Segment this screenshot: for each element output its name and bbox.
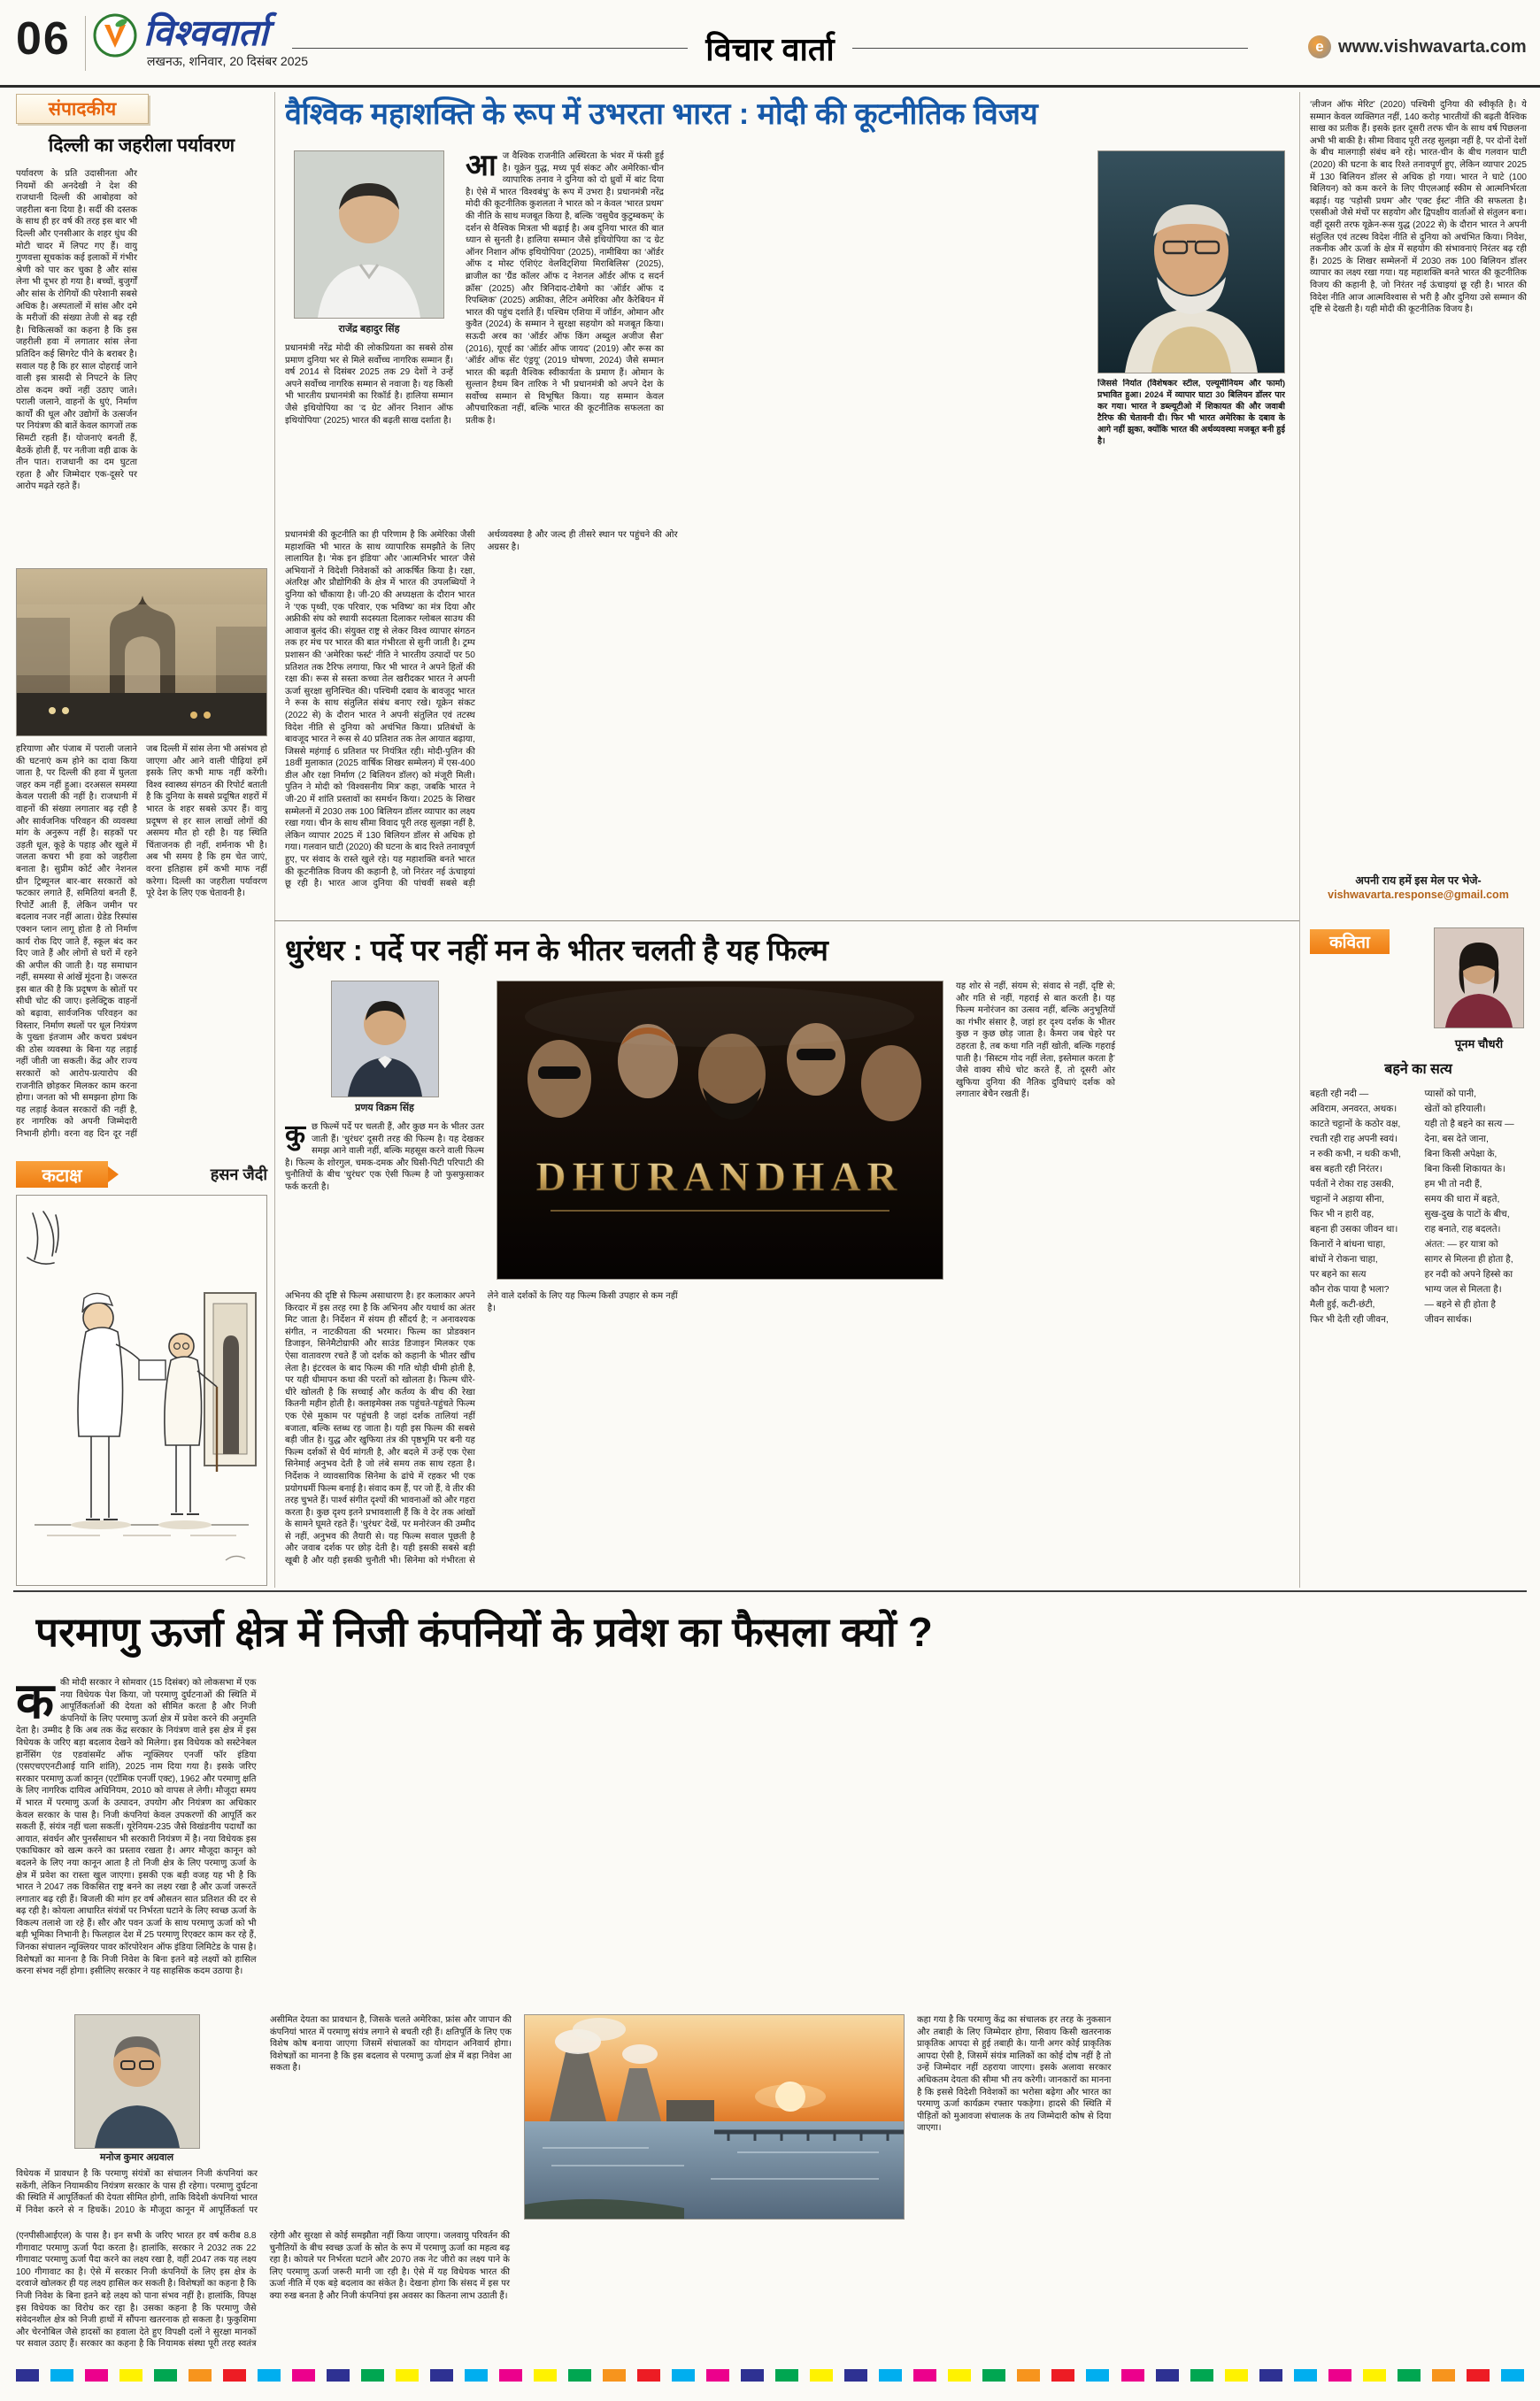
energy-row-2	[16, 2014, 1524, 2220]
print-color-square	[706, 2369, 729, 2382]
lead-author-column	[285, 150, 453, 518]
masthead-logo	[92, 12, 138, 58]
energy-dropcap: क	[16, 1677, 55, 1728]
film-author-photo	[331, 981, 439, 1097]
print-color-square	[1363, 2369, 1386, 2382]
poem-line: कौन रोक पाया है भला?	[1310, 1284, 1390, 1295]
energy-author-caption: मनोज कुमार अग्रवाल	[99, 2152, 174, 2163]
poem-label-tab	[1310, 929, 1390, 954]
print-color-square	[810, 2369, 833, 2382]
poem-line: प्यासों को पानी,	[1424, 1089, 1477, 1099]
poem-line: हर नदी को अपने हिस्से का	[1424, 1269, 1513, 1280]
poem-line: बिना किसी शिकायत के।	[1424, 1164, 1505, 1174]
header-divider	[85, 16, 86, 71]
energy-body-1	[16, 1677, 1524, 2006]
film-author-column	[285, 981, 484, 1280]
cartoon-author: हसन जैदी	[210, 1166, 267, 1183]
poet-portrait	[1435, 928, 1523, 1027]
editorial-label-box	[16, 94, 149, 124]
print-color-square	[982, 2369, 1005, 2382]
film-still	[497, 981, 943, 1280]
print-color-square	[154, 2369, 177, 2382]
print-color-square	[844, 2369, 867, 2382]
print-color-square	[1051, 2369, 1074, 2382]
print-color-square	[637, 2369, 660, 2382]
energy-author-photo	[74, 2014, 200, 2149]
lead-film-divider	[274, 920, 1299, 921]
delhi-smog-image	[17, 569, 267, 736]
print-color-square	[948, 2369, 971, 2382]
print-color-square	[85, 2369, 108, 2382]
lead-body-mid: प्रधानमंत्री की कूटनीति का ही परिणाम है कि अमेरिका जैसी महाशक्ति भी भारत के साथ व्यापारिक समझौते के लिए लालायित है। ‘मेक इन इंडिया’ और ‘आत्मनिर्भर भारत’ जैसे अभियानों ने विदेशी निवेशकों को आकर्षित किया है। रक्षा, अंतरिक्ष और प्रौद्योगिकी के क्षेत्र में भारत की उपलब्धियों ने दुनिया को चौंकाया है। जी-20 की अध्यक्षता के दौरान भारत ने ‘एक पृथ्वी, एक परिवार, एक भविष्य’ का मंत्र दिया और अफ्रीकी संघ को स्थायी सदस्यता दिलाकर ग्लोबल साउथ की आवाज बुलंद की। संयुक्त राष्ट्र से लेकर विश्व व्यापार संगठन तक हर मंच पर भारत की बात गंभीरता से सुनी जाती है। ट्रम्प प्रशासन की ‘अमेरिका फर्स्ट’ नीति ने भारतीय उत्पादों पर 50 प्रतिशत तक टैरिफ लगाया, फिर भी भारत ने अपने हितों की रक्षा की। रूस से सस्ता कच्चा तेल खरीदकर भारत ने अपनी ऊर्जा सुरक्षा सुनिश्चित की। पश्चिमी दबाव के बावजूद भारत ने रूस के साथ संतुलित संबंध बनाए रखे। यूक्रेन संकट (2022 से) के दौरान भारत ने अपनी संतुलित एवं तटस्थ विदेश नीति से दुनिया को अचंभित किया। प्रतिबंधों के बावजूद भारत ने रूस से 40 प्रतिशत तक तेल आयात बढ़ाया, जिससे महंगाई 6 प्रतिशत पर नियंत्रित रही। मोदी-पुतिन की 18वीं मुलाकात (2025 वार्षिक शिखर सम्मेलन) में एस-400 डील और रक्षा निर्माण (2 बिलियन डॉलर) को मंजूरी मिली। पुतिन ने मोदी को ‘विश्वसनीय मित्र’ कहा, जबकि भारत ने जी-20 में शांति प्रस्तावों का समर्थन किया। 2025 के शिखर सम्मेलनों में 2030 तक 100 बिलियन डॉलर व्यापार का लक्ष्य रखा गया। चीन के साथ सीमा विवाद पूरी तरह सुलझा नहीं है, लेकिन व्यापार 2025 में 130 बिलियन डॉलर से अधिक हो गया। गलवान घाटी (2020) की घटना के बाद रिश्ते तनावपूर्ण हुए, पर संवाद के रास्ते खुले रहे। यह महाशक्ति बनते भारत की कूटनीतिक विजय की कहानी है, जो निरंतर नई ऊंचाइयां छू रही है। भारत आज दुनिया की पांचवीं सबसे बड़ी अर्थव्यवस्था है और जल्द ही तीसरे स्थान पर पहुंचने की ओर अग्रसर है।	[285, 530, 678, 889]
poem-line: मैली हुई, कटी-छंटी,	[1310, 1299, 1375, 1310]
film-dropcap: कु	[285, 1121, 306, 1150]
section-title-wrap	[292, 27, 1248, 70]
lead-dropcap: आ	[466, 150, 497, 182]
masthead-title: विश्ववार्ता	[143, 12, 269, 54]
print-color-square	[1017, 2369, 1040, 2382]
poem-line: बहती रही नदी —	[1310, 1089, 1369, 1099]
print-color-square	[1398, 2369, 1421, 2382]
poem-line: बस बहती रही निरंतर।	[1310, 1164, 1382, 1174]
print-color-square	[1086, 2369, 1109, 2382]
energy-headline: परमाणु ऊर्जा क्षेत्र में निजी कंपनियों के प्रवेश का फैसला क्यों ?	[35, 1609, 933, 1655]
print-color-square	[327, 2369, 350, 2382]
poem-line: राह बनाते, राह बदलते।	[1424, 1224, 1501, 1235]
lead-right-column: ‘लीजन ऑफ मेरिट’ (2020) पश्चिमी दुनिया की स्वीकृति है। ये सम्मान केवल व्यक्तिगत नहीं, 140 करोड़ भारतीयों की बढ़ती वैश्विक साख का प्रतीक हैं। इसके इतर दूसरी तरफ चीन के साथ वर्ष पिछलना अभी भी बाकी है। सीमा विवाद पूरी तरह सुलझा नहीं है, पर दोनों देशों के बीच मालगाड़ी संबंध बने रहे। भारत-चीन के बीच गलवान घाटी (2020) की घटना के बाद रिश्ते तनावपूर्ण हुए, लेकिन व्यापार 2025 में 130 बिलियन डॉलर से अधिक हो गया। भारत ने घाटे (100 बिलियन) को कम करने के लिए पीएलआई स्कीम से आत्मनिर्भरता बढ़ाई। यह ‘पड़ोसी प्रथम’ और ‘एक्ट ईस्ट’ नीति की सफलता है। एससीओ जैसे मंचों पर सहयोग और द्विपक्षीय वार्ताओं से संतुलन बना। वहीं दूसरी तरफ यूक्रेन-रूस युद्ध (2022 से) के दौरान भारत ने अपनी संतुलित एवं तटस्थ विदेश नीति से दुनिया को अचंभित किया। निवेश, तकनीक और ऊर्जा के क्षेत्र में सहयोग की संभावनाएं निरंतर बढ़ रही हैं। 2025 के शिखर सम्मेलनों में 2030 तक 100 बिलियन डॉलर व्यापार का लक्ष्य रखा गया। यह महाशक्ति बनते भारत की कूटनीतिक विजय की कहानी है, जो निरंतर नई ऊंचाइयां छू रही है। भारत की विदेश नीति आज आत्मविश्वास से भरी है और दुनिया उसे सम्मान की दृष्टि से देखती है। यही मोदी की कूटनीतिक विजय है।	[1310, 100, 1527, 315]
print-color-square	[1328, 2369, 1351, 2382]
print-color-square	[775, 2369, 798, 2382]
poem-line: भाग्य जल से मिलता है।	[1424, 1284, 1502, 1295]
energy-author-portrait	[75, 2015, 199, 2148]
column-rule-left	[274, 92, 275, 1588]
cartoon-tab-arrow-icon	[108, 1166, 119, 1182]
poem-lines	[1310, 1087, 1527, 1582]
poem-line: रचती रही राह अपनी स्वयं।	[1310, 1134, 1398, 1144]
print-color-square	[465, 2369, 488, 2382]
poem-line: समय की धारा में बहते,	[1424, 1194, 1500, 1204]
poem-line: पर बहने का सत्य	[1310, 1269, 1367, 1280]
poem-line: खेतों को हरियाली।	[1424, 1104, 1486, 1114]
poem-line: किनारों ने बांधना चाहा,	[1310, 1239, 1386, 1250]
cartoon-header	[16, 1161, 267, 1188]
poem-line: काटते चट्टानों के कठोर वक्ष,	[1310, 1119, 1401, 1129]
poem-line: सुख-दुख के पाटों के बीच,	[1424, 1209, 1510, 1220]
modi-photo	[1097, 150, 1285, 373]
print-color-square	[1432, 2369, 1455, 2382]
cartoon-label-tab	[16, 1161, 108, 1188]
print-color-square	[189, 2369, 212, 2382]
print-color-square	[396, 2369, 419, 2382]
energy-author-figure	[16, 2014, 258, 2165]
print-color-square	[430, 2369, 453, 2382]
print-color-square	[1259, 2369, 1282, 2382]
film-author-caption: प्रणय विक्रम सिंह	[355, 1103, 414, 1113]
cartoon-image	[17, 1196, 266, 1585]
section-title: विचार वार्ता	[705, 31, 835, 67]
print-color-strip	[16, 2368, 1524, 2382]
energy-body-1-text: की मोदी सरकार ने सोमवार (15 दिसंबर) को लोकसभा में एक नया विधेयक पेश किया, जो परमाणु दुर्घटनाओं की स्थिति में आपूर्तिकर्ताओं की देयता को सीमित करता है और निजी कंपनियों के लिए परमाणु ऊर्जा क्षेत्र में प्रवेश करने की अनुमति देता है। उम्मीद है कि अब तक केंद्र सरकार के नियंत्रण वाले इस क्षेत्र में इस विधेयक के जरिए बड़ा बदलाव देखने को मिलेगा। इस विधेयक को सस्टेनेबल हार्नेसिंग एंड एडवांसमेंट ऑफ न्यूक्लियर एनर्जी फॉर इंडिया (एसएचएएनटीआई यानि शांति), 2025 नाम दिया गया है। इसके जरिए सरकार परमाणु ऊर्जा कानून (एटॉमिक एनर्जी एक्ट), 1962 और परमाणु क्षति के लिए नागरिक दायित्व अधिनियम, 2010 को वापस ले लेगी। मौजूदा समय में भारत में परमाणु ऊर्जा के उत्पादन, उपयोग और नियंत्रण का अधिकार केवल सरकार के पास है। निजी कंपनियां केवल उपकरणों की आपूर्ति कर सकती हैं, संयंत्र नहीं चला सकतीं। यूरेनियम-235 जैसे विखंडनीय पदार्थों का आयात, संवर्धन और पुनर्संसाधन भी सरकारी नियंत्रण में है। नया विधेयक इस एकाधिकार को खत्म करने का प्रस्ताव रखता है। अगर मौजूदा कानून को बदलने के लिए नया कानून आता है तो निजी क्षेत्र के लिए परमाणु ऊर्जा के क्षेत्र में प्रवेश का रास्ता खुल जाएगा। इसकी एक बड़ी वजह यह भी है कि भारत ने 2047 तक विकसित राष्ट्र बनने का लक्ष्य रखा है और ऊर्जा जरूरतें लगातार बढ़ रही हैं। बिजली की मांग हर वर्ष औसतन सात प्रतिशत की दर से बढ़ रही है। कोयला आधारित संयंत्रों पर निर्भरता घटाने के लिए स्वच्छ ऊर्जा के विकल्प तलाशे जा रहे हैं। सौर और पवन ऊर्जा के साथ परमाणु ऊर्जा को भी बड़ी भूमिका निभानी है। फिलहाल देश में 25 परमाणु रिएक्टर काम कर रहे हैं, जिनका संचालन न्यूक्लियर पावर कॉरपोरेशन ऑफ इंडिया लिमिटेड के पास है। विशेषज्ञों का मानना है कि निजी निवेश के बिना इतने बड़े लक्ष्यों को हासिल करना संभव नहीं होगा। इसीलिए सरकार ने यह साहसिक कदम उठाया है।	[16, 1678, 257, 1977]
lead-article-row-1	[285, 150, 1285, 518]
film-headline: धुरंधर : पर्दे पर नहीं मन के भीतर चलती है यह फिल्म	[285, 934, 828, 966]
lead-body-top	[466, 150, 1085, 518]
page-number: 06	[16, 13, 71, 65]
print-color-square	[119, 2369, 142, 2382]
print-color-square	[292, 2369, 315, 2382]
energy-body-2-right: कहा गया है कि परमाणु केंद्र का संचालक हर तरह के नुकसान और तबाही के लिए जिम्मेदार होगा, सिवाय किसी खतरनाक प्राकृतिक आपदा से हुई तबाही के। यानी अगर कोई प्राकृतिक आपदा ऐसी है, जिसमें संयंत्र मालिकों का कोई दोष नहीं है तो उन्हें जिम्मेदार नहीं ठहराया जाएगा। इसके अलावा सरकार अधिकतम देयता की सीमा भी तय करेगी। जानकारों का मानना है कि इससे विदेशी निवेशकों का भरोसा बढ़ेगा और भारत का परमाणु ऊर्जा कार्यक्रम रफ्तार पकड़ेगा। हादसे की स्थिति में पीड़ितों को मुआवजा संचालक के तय जिम्मेदारी कोष से दिया जाएगा।	[917, 2015, 1112, 2134]
film-author-portrait	[332, 981, 438, 1097]
poem-line: बांधों ने रोकना चाहा,	[1310, 1254, 1378, 1265]
website-icon: e	[1308, 35, 1331, 58]
film-title-text: DHURANDHAR	[535, 1154, 904, 1200]
film-intro-text: छ फिल्में पर्दे पर चलती हैं, और कुछ मन के भीतर उतर जाती हैं। ‘धुरंधर’ दूसरी तरह की फिल्म है। यह देखकर समझ आने वाली नहीं, बल्कि महसूस करने वाली फिल्म है। फिल्म के शोरगुल, चमक-दमक और घिसी-पिटी परिपाटी की चुनौतियों के बीच ‘धुरंधर’ एक ऐसी फिल्म है जो फुसफुसाकर फर्क करती है।	[285, 1122, 484, 1192]
print-color-square	[1294, 2369, 1317, 2382]
film-still-image	[497, 981, 943, 1279]
energy-body-2-left-text: विधेयक में प्रावधान है कि परमाणु संयंत्रों का संचालन निजी कंपनियां कर सकेंगी, लेकिन नियामकीय नियंत्रण सरकार के पास ही रहेगा। परमाणु दुर्घटना की स्थिति में आपूर्तिकर्ता की देयता सीमित होगी, ताकि विदेशी कंपनियां भारत में निवेश करने से न हिचकें। 2010 के मौजूदा कानून में आपूर्तिकर्ता पर असीमित देयता का प्रावधान है, जिसके चलते अमेरिका, फ्रांस और जापान की कंपनियां भारत में परमाणु संयंत्र लगाने से बचती रही हैं। क्षतिपूर्ति के लिए एक विशेष कोष बनाया जाएगा जिसमें संचालकों का योगदान अनिवार्य होगा। विशेषज्ञों का मानना है कि इस बदलाव से परमाणु ऊर्जा क्षेत्र में बड़ा निवेश आ सकता है।	[16, 2015, 512, 2215]
lead-author-portrait	[295, 151, 443, 318]
lead-author-photo	[294, 150, 444, 319]
nuclear-plant-photo	[524, 2014, 905, 2220]
poem-line: फिर भी न हारी वह,	[1310, 1209, 1374, 1220]
film-body-bottom: अभिनय की दृष्टि से फिल्म असाधारण है। हर कलाकार अपने किरदार में इस तरह रमा है कि अभिनय और यथार्थ का अंतर मिट जाता है। निर्देशन में संयम ही सौंदर्य है; न अनावश्यक संगीत, न नाटकीयता की भरमार। फिल्म का प्रोडक्शन डिजाइन, सिनेमैटोग्राफी और साउंड डिजाइन मिलकर एक ऐसा वातावरण रचते हैं जो दर्शक को कहानी के भीतर खींच लेता है। इंटरवल के बाद फिल्म की गति थोड़ी धीमी होती है, पर यही धीमापन कथा की परतों को खोलता है। फिल्म धीरे-धीरे खोलती है कि सच्चाई और कर्तव्य के बीच की रेखा कितनी महीन होती है। क्लाइमेक्स तक पहुंचते-पहुंचते फिल्म एक ऐसे मुकाम पर पहुंचती है जहां दर्शक तालियां नहीं बजाता, बल्कि स्तब्ध रह जाता है। यही इस फिल्म की सबसे बड़ी जीत है। युद्ध और खुफिया तंत्र की पृष्ठभूमि पर बनी यह फिल्म दर्शकों से धैर्य मांगती है, और बदले में उन्हें एक ऐसा सिनेमाई अनुभव देती है जो लंबे समय तक साथ रहता है। निर्देशक ने व्यावसायिक सिनेमा के ढांचे में रहकर भी एक प्रयोगधर्मी फिल्म बनाई है। संवाद कम हैं, पर जो हैं, वे तीर की तरह चुभते हैं। पार्श्व संगीत दृश्यों की भावनाओं को और गहरा करता है। कुछ दृश्य इतने प्रभावशाली हैं कि वे देर तक आंखों के सामने घूमते रहते हैं। ‘धुरंधर’ देखें, पर मनोरंजन की उम्मीद से नहीं, अनुभव की तैयारी से। यह फिल्म सवाल पूछती है और जवाब दर्शक पर छोड़ देती है। यही इसकी सबसे बड़ी खूबी है और यही इसकी चुनौती भी। सिनेमा को गंभीरता से लेने वाले दर्शकों के लिए यह फिल्म किसी उपहार से कम नहीं है।	[285, 1291, 678, 1566]
print-color-square	[1190, 2369, 1213, 2382]
print-color-square	[1225, 2369, 1248, 2382]
editorial-headline: दिल्ली का जहरीला पर्यावरण	[48, 135, 235, 156]
lead-intro-text: प्रधानमंत्री नरेंद्र मोदी की लोकप्रियता का सबसे ठोस प्रमाण दुनिया भर से मिले सर्वोच्च नागरिक सम्मान हैं। वर्ष 2014 से दिसंबर 2025 तक 29 देशों ने उन्हें अपने सर्वोच्च नागरिक सम्मान से नवाजा है। यह किसी भी भारतीय प्रधानमंत्री का रिकॉर्ड है। हालिया सम्मान जैसे इथियोपिया का ‘द ग्रेट ऑनर निशान ऑफ इथियोपिया’ (2025) भारत की बढ़ती साख दर्शाता है।	[285, 343, 453, 426]
poem-line: देना, बस देते जाना,	[1424, 1134, 1489, 1144]
print-color-square	[913, 2369, 936, 2382]
print-color-square	[603, 2369, 626, 2382]
poem-line: — बहने से ही होता है	[1424, 1299, 1496, 1310]
lead-photo-para: जिससे निर्यात (विशेषकर स्टील, एल्यूमीनियम और फार्मा) प्रभावित हुआ। 2024 में व्यापार घाटा 30 बिलियन डॉलर पार कर गया। भारत ने डब्ल्यूटीओ में शिकायत की और जवाबी टैरिफ की चेतावनी दी। फिर भी भारत अमेरिका के दबाव के आगे नहीं झुका, क्योंकि भारत की अर्थव्यवस्था मजबूत बनी हुई है।	[1097, 379, 1285, 446]
nuclear-plant-image	[525, 2015, 904, 2219]
print-color-square	[1156, 2369, 1179, 2382]
print-color-square	[1501, 2369, 1524, 2382]
poem-line: बिना किसी अपेक्षा के,	[1424, 1149, 1498, 1159]
website-wrap	[1308, 35, 1527, 58]
print-color-square	[879, 2369, 902, 2382]
column-rule-right	[1299, 92, 1300, 1588]
print-color-square	[534, 2369, 557, 2382]
poet-name: पूनम चौधरी	[1454, 1037, 1504, 1050]
poem-line: यही तो है बहने का सत्य —	[1424, 1119, 1514, 1129]
modi-portrait	[1098, 151, 1284, 373]
lead-author-caption: राजेंद्र बहादुर सिंह	[338, 324, 400, 335]
bottom-section-rule	[13, 1590, 1527, 1592]
dateline: लखनऊ, शनिवार, 20 दिसंबर 2025	[147, 54, 309, 68]
print-color-square	[568, 2369, 591, 2382]
poem-line: फिर भी देती रही जीवन,	[1310, 1314, 1389, 1325]
editorial-label: संपादकीय	[48, 99, 117, 119]
print-color-square	[50, 2369, 73, 2382]
feedback-note: अपनी राय हमें इस मेल पर भेजे-	[1355, 874, 1482, 887]
poem-line: हम भी तो नदी हैं,	[1424, 1179, 1482, 1189]
header-rule-left	[292, 48, 688, 50]
poem-line: पर्वतों ने रोका राह उसकी,	[1310, 1179, 1394, 1189]
print-color-square	[741, 2369, 764, 2382]
poem-line: न रुकी कभी, न थकी कभी,	[1310, 1149, 1401, 1159]
poem-title: बहने का सत्य	[1384, 1062, 1452, 1077]
editorial-body-2: हरियाणा और पंजाब में पराली जलाने की घटनाएं कम होने का दावा किया जाता है, पर दिल्ली की हवा में घुलता जहर कम नहीं हुआ। दरअसल समस्या केवल पराली की नहीं है। राजधानी में वाहनों की संख्या लगातार बढ़ रही है और सार्वजनिक परिवहन की व्यवस्था मांग के अनुरूप नहीं है। सड़कों पर उड़ती धूल, कूड़े के पहाड़ और खुले में जलता कचरा भी हवा को जहरीला बनाता है। सुप्रीम कोर्ट और नेशनल ग्रीन ट्रिब्यूनल बार-बार सरकारों को फटकार लगाते हैं, समितियां बनती हैं, रिपोर्टें आती हैं, लेकिन जमीन पर बदलाव नजर नहीं आता। ग्रेडेड रिस्पांस एक्शन प्लान लागू होता है तो निर्माण कार्य रोक दिए जाते हैं, स्कूल बंद कर दिए जाते हैं और लोगों से घरों में रहने की अपील की जाती है। यह समाधान नहीं, समस्या से आंखें मूंदना है। जरूरत इस बात की है कि प्रदूषण के स्रोतों पर सीधी चोट की जाए। इलेक्ट्रिक वाहनों को बढ़ावा, सार्वजनिक परिवहन का विस्तार, निर्माण स्थलों पर धूल नियंत्रण के पुख्ता इंतजाम और कचरा प्रबंधन की ठोस व्यवस्था के बिना यह लड़ाई नहीं जीती जा सकती। केंद्र और राज्य सरकारों को आरोप-प्रत्यारोप की राजनीति छोड़कर मिलकर काम करना होगा। जनता को भी समझना होगा कि यह लड़ाई केवल सरकारों की नहीं है, हर नागरिक को अपनी जिम्मेदारी निभानी होगी। वरना वह दिन दूर नहीं जब दिल्ली में सांस लेना भी असंभव हो जाएगा और आने वाली पीढ़ियां हमें इसके लिए कभी माफ नहीं करेंगी। विश्व स्वास्थ्य संगठन की रिपोर्ट बताती है कि दुनिया के सबसे प्रदूषित शहरों में भारत के शहर सबसे ऊपर हैं। वायु प्रदूषण से हर साल लाखों लोगों की असमय मौत हो रही है। यह स्थिति चिंताजनक ही नहीं, शर्मनाक भी है। अब भी समय है कि हम चेत जाएं, वरना इतिहास हमें कभी माफ नहीं करेगा। दिल्ली का जहरीला पर्यावरण पूरे देश के लिए एक चेतावनी है।	[16, 744, 267, 1139]
poem-line: बहना ही उसका जीवन था।	[1310, 1224, 1398, 1235]
masthead-logo-icon	[92, 12, 138, 58]
cartoon-box	[16, 1195, 267, 1586]
poem-line: अविराम, अनवरत, अथक।	[1310, 1104, 1398, 1114]
film-body-top: यह शोर से नहीं, संयम से; संवाद से नहीं, दृष्टि से; और गति से नहीं, गहराई से बात करती है। यह फिल्म मनोरंजन का उत्सव नहीं, बल्कि अनुभूतियों का गंभीर संसार है, जहां हर दृश्य दर्शक के भीतर कुछ न कुछ छोड़ जाता है। कैमरा जब चेहरे पर ठहरता है, तब कथा गति नहीं खोती, बल्कि गहराई पाती है। ‘सिस्टम गोद नहीं लेता, इस्तेमाल करता है’ जैसे वाक्य सीधे चोट करते हैं, तो दूसरी ओर खुफिया दुनिया की नैतिक दुविधाएं दर्शक को लगातार बेचैन रखती हैं।	[956, 981, 1115, 1100]
print-color-square	[672, 2369, 695, 2382]
print-color-square	[1467, 2369, 1490, 2382]
poem-line: जीवन सार्थक।	[1424, 1314, 1473, 1325]
poem-line: सागर से मिलना ही होता है,	[1424, 1254, 1513, 1265]
feedback-email: vishwavarta.response@gmail.com	[1328, 889, 1509, 901]
lead-modi-column	[1097, 150, 1285, 518]
header-rule-right	[852, 48, 1248, 50]
lead-body-top-wrap	[466, 150, 1085, 518]
website-url: www.vishwavarta.com	[1338, 36, 1527, 57]
poem-label: कविता	[1329, 934, 1370, 952]
header-bottom-rule	[0, 85, 1540, 88]
poet-photo	[1434, 927, 1524, 1028]
film-row	[285, 981, 1285, 1280]
energy-body-2-left	[16, 2014, 512, 2220]
print-color-square	[361, 2369, 384, 2382]
cartoon-label: कटाक्ष	[42, 1166, 82, 1186]
print-color-square	[258, 2369, 281, 2382]
energy-body-3: (एनपीसीआईएल) के पास है। इन सभी के जरिए भारत हर वर्ष करीब 8.8 गीगावाट परमाणु ऊर्जा पैदा करता है। हालांकि, सरकार ने 2032 तक 22 गीगावाट परमाणु ऊर्जा पैदा करने का लक्ष्य रखा है, वहीं 2047 तक यह लक्ष्य 100 गीगावाट का है। ऐसे में सरकार निजी कंपनियों के लिए इस क्षेत्र के दरवाजे खोलकर ही यह लक्ष्य हासिल कर सकती है। विशेषज्ञों का कहना है कि निजी निवेश के बिना इतने बड़े लक्ष्य को पाना संभव नहीं है। हालांकि, विपक्ष इस विधेयक का विरोध कर रहा है। उसका कहना है कि परमाणु जैसे संवेदनशील क्षेत्र को निजी हाथों में सौंपना खतरनाक हो सकता है। फुकुशिमा और चेरनोबिल जैसे हादसों का हवाला देते हुए विपक्षी दलों ने सुरक्षा मानकों पर सवाल उठाए हैं। सरकार का कहना है कि नियामक संस्था पूरी तरह स्वतंत्र रहेगी और सुरक्षा से कोई समझौता नहीं किया जाएगा। जलवायु परिवर्तन की चुनौतियों के बीच स्वच्छ ऊर्जा के स्रोत के रूप में परमाणु ऊर्जा का महत्व बढ़ रहा है। कोयले पर निर्भरता घटाने और 2070 तक नेट जीरो का लक्ष्य पाने के लिए परमाणु ऊर्जा जरूरी मानी जा रही है। ऐसे में यह विधेयक भारत की ऊर्जा नीति में एक बड़े बदलाव का संकेत है। देखना होगा कि संसद में इस पर क्या रुख बनता है और निजी कंपनियां इस अवसर का कितना लाभ उठाती हैं।	[16, 2231, 510, 2350]
poem-line: चट्टानों ने अड़ाया सीना,	[1310, 1194, 1385, 1204]
film-intro	[285, 1121, 484, 1272]
editorial-smog-photo	[16, 568, 267, 736]
lead-body-top-text: ज वैश्विक राजनीति अस्थिरता के भंवर में फंसी हुई है। यूक्रेन युद्ध, मध्य पूर्व संकट और अमेरिका-चीन व्यापारिक तनाव ने दुनिया को दो ध्रुवों में बांट दिया है। ऐसे में भारत ‘विश्वबंधु’ के रूप में उभरा है। प्रधानमंत्री नरेंद्र मोदी की कूटनीतिक कुशलता ने भारत को न केवल ‘भारत प्रथम’ की नीति के साथ मजबूत किया है, बल्कि ‘वसुधैव कुटुम्बकम्’ के दर्शन से वैश्विक मित्रता भी बढ़ाई है। अब दुनिया भारत की बात ध्यान से सुनती है। हालिया सम्मान जैसे इथियोपिया का ‘द ग्रेट ऑनर निशान ऑफ इथियोपिया’ (2025), नामीबिया का ‘ऑर्डर ऑफ द मोस्ट एंशिएंट वेलविट्शिया मिराबिलिस’ (2025), ब्राजील का ‘ग्रैंड कॉलर ऑफ द नेशनल ऑर्डर ऑफ द सदर्न क्रॉस’ (2025) और त्रिनिदाद-टोबैगो का ‘ऑर्डर ऑफ द रिपब्लिक’ (2025) अफ्रीका, लैटिन अमेरिका और कैरेबियन में भारत की पहुंच दर्शाते हैं। पश्चिम एशिया में जॉर्डन, ओमान और कुवैत (2024) के सम्मान ने सुरक्षा सहयोग को मजबूत किया। सऊदी अरब का ‘ऑर्डर ऑफ किंग अब्दुल अजीज सैश’ (2016), यूएई का ‘ऑर्डर ऑफ जायद’ (2019) और रूस का ‘ऑर्डर ऑफ सेंट एंड्रयू’ (2019 घोषणा, 2024) जैसे सम्मान भारत की बढ़ती वैश्विक स्वीकार्यता के प्रमाण हैं। ओमान के सुल्तान हैथम बिन तारिक ने भी प्रधानमंत्री को अपने देश के सर्वोच्च सम्मान से विभूषित किया। यह सम्मान केवल औपचारिकता नहीं, बल्कि भारत की कूटनीतिक सफलता का प्रतीक है।	[466, 151, 664, 427]
print-color-square	[223, 2369, 246, 2382]
print-color-square	[1121, 2369, 1144, 2382]
print-color-square	[499, 2369, 522, 2382]
lead-article-headline: वैश्विक महाशक्ति के रूप में उभरता भारत : मोदी की कूटनीतिक विजय	[285, 97, 1038, 131]
poem-line: अंतत: — हर यात्रा को	[1424, 1239, 1498, 1250]
editorial-body-1: पर्यावरण के प्रति उदासीनता और नियमों की अनदेखी ने देश की राजधानी दिल्ली की आबोहवा को जहरीला बना दिया है। सर्दी की दस्तक के साथ ही हर वर्ष की तरह इस बार भी दिल्ली और एनसीआर के शहर धुंध की मोटी चादर में लिपट गए हैं। वायु गुणवत्ता सूचकांक कई इलाकों में गंभीर श्रेणी को पार कर चुका है और सांस लेना भी दूभर हो गया है। बच्चों, बुजुर्गों और सांस के रोगियों की परेशानी सबसे अधिक है। अस्पतालों में सांस और दमे के मरीजों की संख्या तेजी से बढ़ रही है। चिकित्सकों का कहना है कि इस जहरीली हवा में लगातार सांस लेना प्रतिदिन कई सिगरेट पीने के बराबर है। सवाल यह है कि हर साल दोहराई जाने वाली इस त्रासदी से निपटने के लिए ठोस कदम क्यों नहीं उठाए जाते। पराली जलाने, वाहनों के धुएं, निर्माण कार्यों की धूल और उद्योगों के उत्सर्जन पर नियंत्रण की बातें केवल कागजों तक सिमटी रहती हैं। योजनाएं बनती हैं, बैठकें होती हैं, पर नतीजा वही ढाक के तीन पात। राजधानी का दम घुटता रहता है और जिम्मेदार एक-दूसरे पर आरोप मढ़ते रहते हैं।	[16, 169, 137, 492]
print-color-square	[16, 2369, 39, 2382]
